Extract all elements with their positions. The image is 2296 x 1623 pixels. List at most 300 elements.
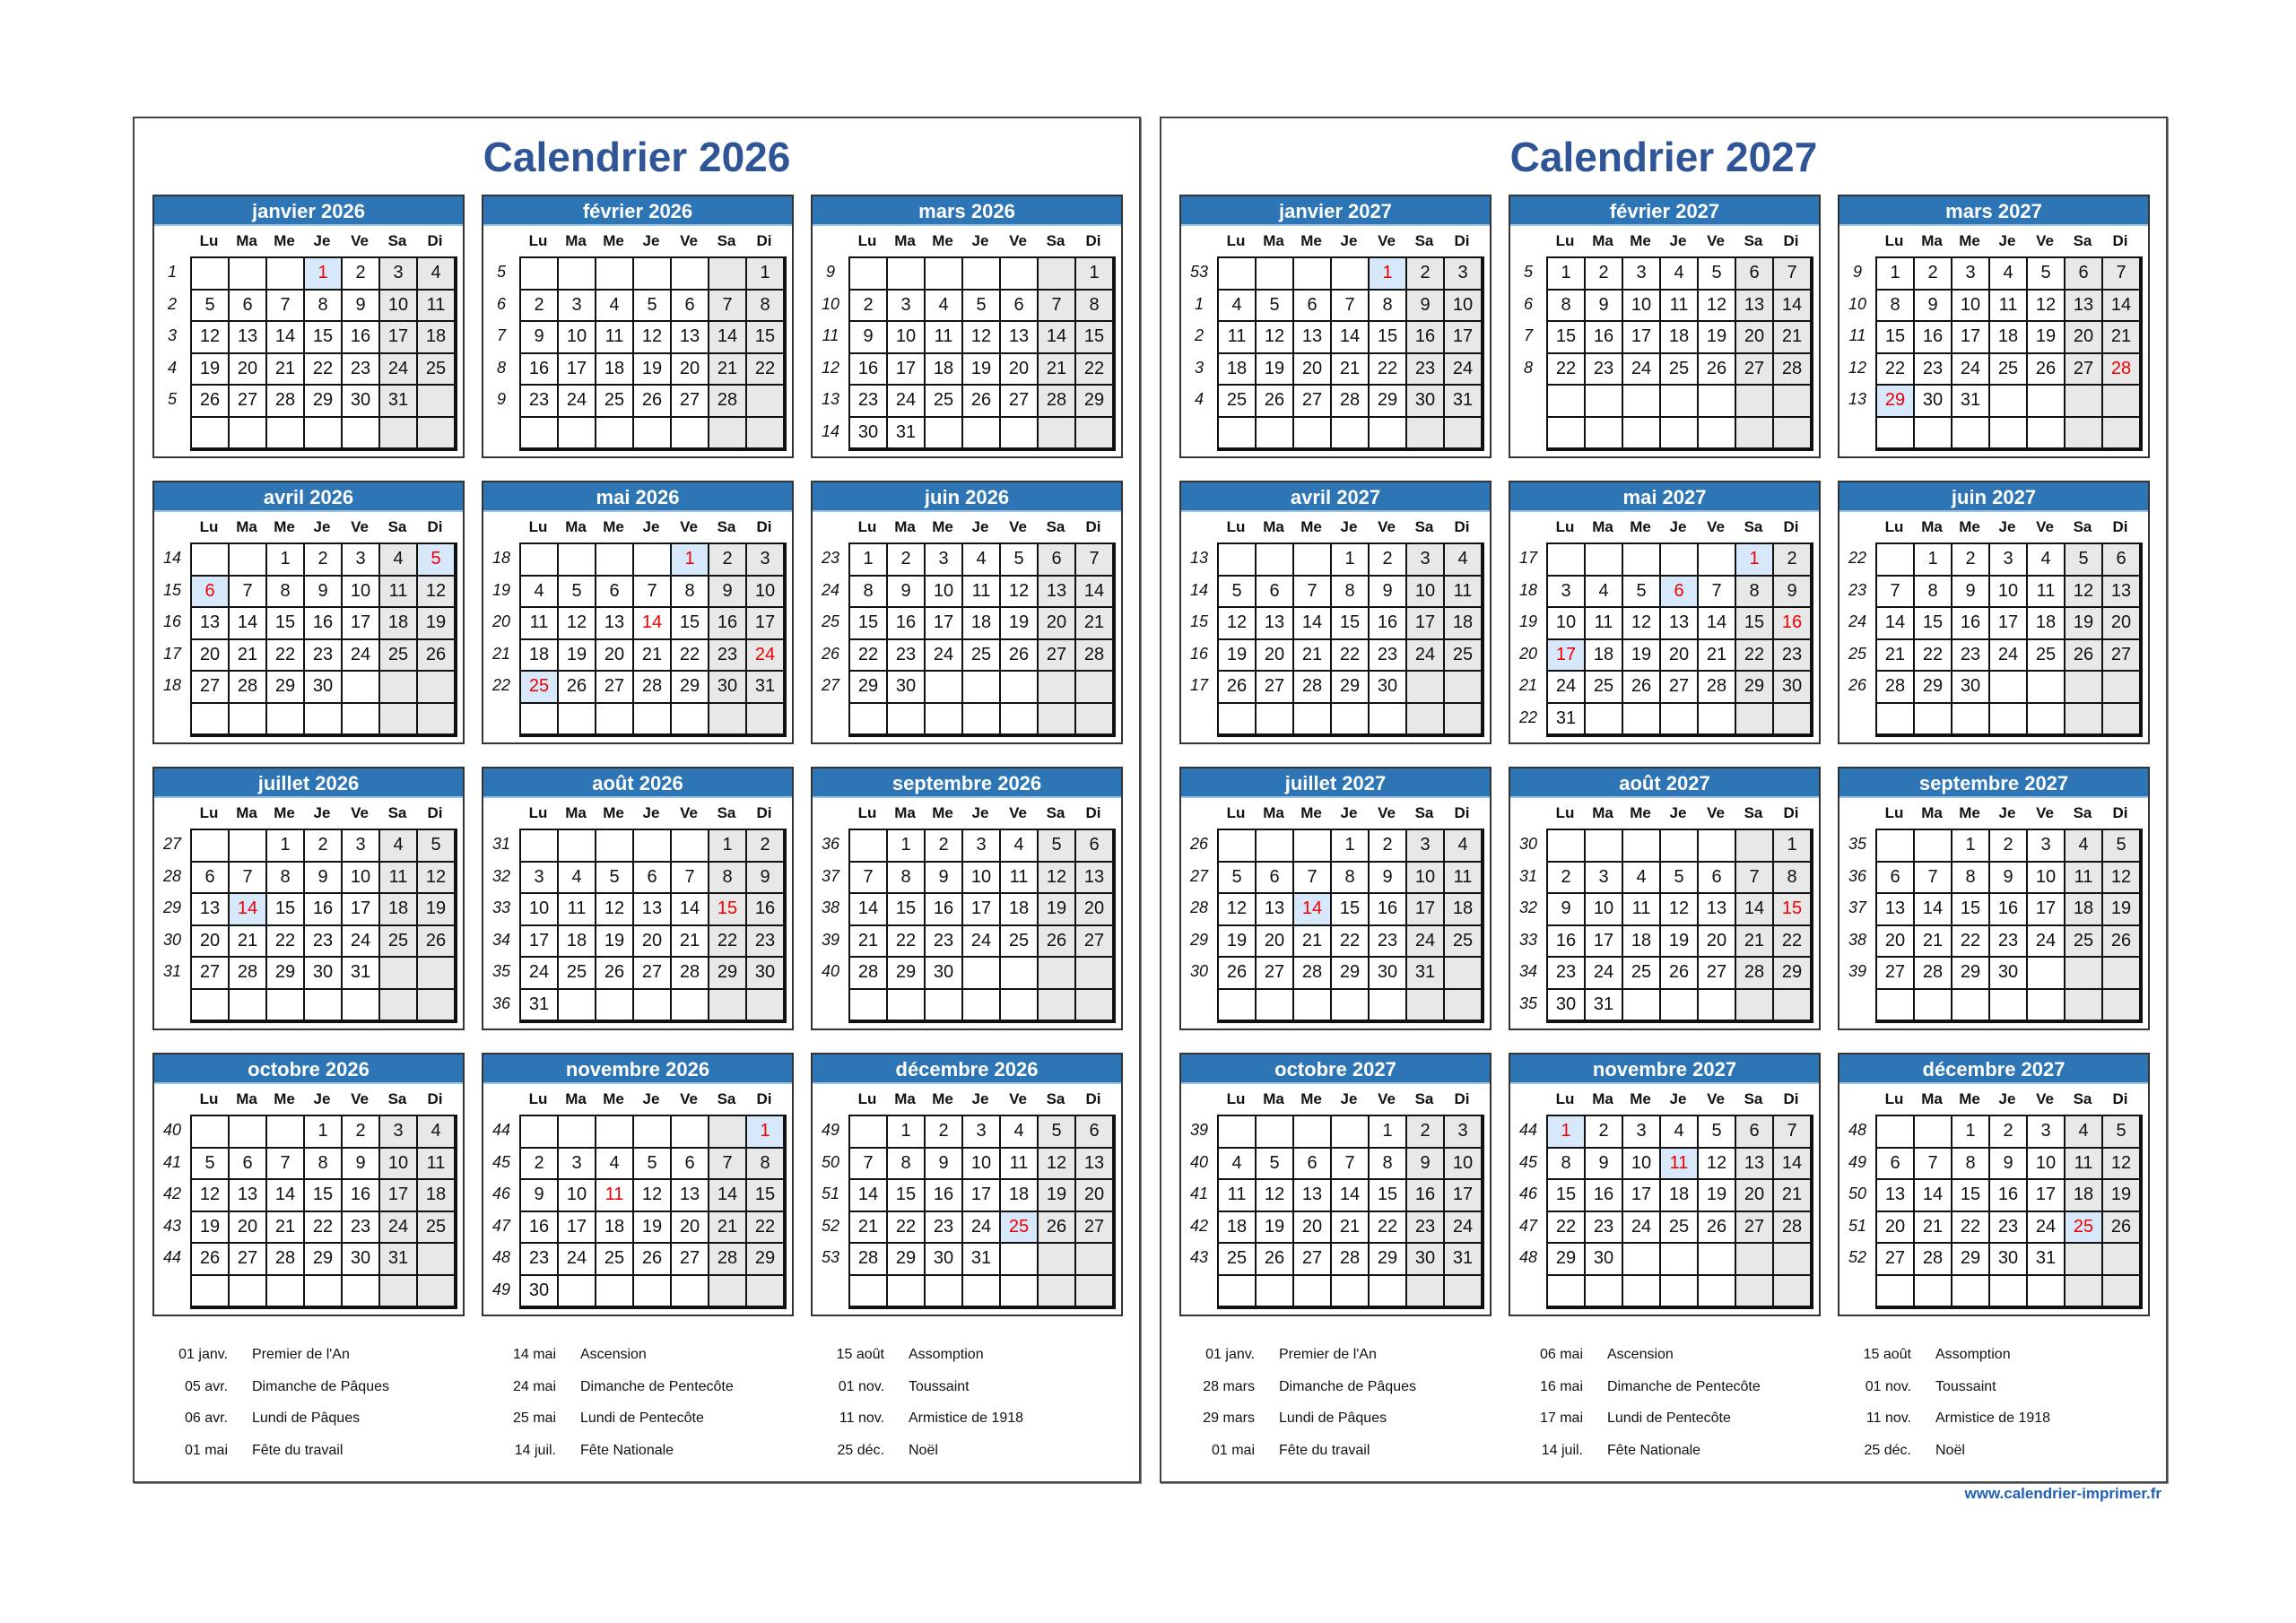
day-cell[interactable]: 26 — [1219, 672, 1257, 704]
day-cell[interactable]: 15 — [1915, 608, 1952, 640]
day-cell[interactable] — [1257, 704, 1294, 736]
day-cell[interactable]: 21 — [267, 1212, 305, 1245]
day-cell[interactable] — [521, 544, 559, 577]
day-cell[interactable]: 19 — [2103, 894, 2141, 926]
day-cell[interactable]: 12 — [192, 322, 230, 354]
day-cell[interactable]: 29 — [888, 958, 926, 990]
day-cell[interactable]: 21 — [1915, 926, 1952, 959]
day-cell[interactable] — [1001, 672, 1039, 704]
day-cell[interactable]: 6 — [230, 1149, 267, 1181]
day-cell[interactable]: 2 — [1407, 258, 1445, 291]
day-cell[interactable]: 6 — [1039, 544, 1076, 577]
day-cell[interactable]: 12 — [559, 608, 596, 640]
day-cell[interactable] — [1294, 704, 1332, 736]
day-cell[interactable]: 3 — [1990, 544, 2028, 577]
day-cell[interactable]: 13 — [1257, 894, 1294, 926]
day-cell[interactable]: 28 — [267, 1244, 305, 1276]
day-cell[interactable] — [1332, 1276, 1370, 1308]
day-cell[interactable]: 5 — [1699, 1116, 1736, 1149]
day-cell[interactable]: 24 — [2028, 1212, 2066, 1245]
day-cell[interactable] — [1445, 672, 1483, 704]
day-cell[interactable]: 8 — [1332, 577, 1370, 609]
day-cell[interactable]: 24 — [1445, 354, 1483, 386]
day-cell[interactable]: 26 — [418, 640, 456, 673]
day-cell[interactable]: 13 — [1877, 1180, 1915, 1212]
day-cell[interactable] — [1548, 830, 1586, 863]
day-cell[interactable]: 9 — [850, 322, 888, 354]
day-cell[interactable]: 17 — [963, 1180, 1001, 1212]
day-cell[interactable] — [1774, 990, 1812, 1022]
day-cell[interactable]: 24 — [1445, 1212, 1483, 1245]
day-cell[interactable] — [1076, 958, 1114, 990]
day-cell[interactable]: 22 — [1076, 354, 1114, 386]
day-cell[interactable]: 26 — [192, 386, 230, 418]
day-cell[interactable]: 11 — [1445, 863, 1483, 895]
day-cell[interactable]: 6 — [192, 577, 230, 609]
day-cell[interactable]: 28 — [634, 672, 672, 704]
day-cell[interactable] — [2103, 672, 2141, 704]
day-cell[interactable] — [1548, 544, 1586, 577]
day-cell[interactable]: 5 — [1039, 830, 1076, 863]
day-cell[interactable]: 27 — [1076, 926, 1114, 959]
day-cell[interactable]: 5 — [634, 291, 672, 323]
day-cell[interactable] — [1990, 672, 2028, 704]
day-cell[interactable]: 17 — [963, 894, 1001, 926]
day-cell[interactable]: 21 — [709, 1212, 747, 1245]
day-cell[interactable]: 12 — [1001, 577, 1039, 609]
day-cell[interactable] — [596, 830, 634, 863]
day-cell[interactable]: 13 — [1076, 863, 1114, 895]
day-cell[interactable]: 4 — [1445, 544, 1483, 577]
day-cell[interactable] — [1736, 990, 1774, 1022]
day-cell[interactable]: 9 — [1952, 577, 1990, 609]
day-cell[interactable]: 19 — [192, 1212, 230, 1245]
day-cell[interactable] — [1001, 958, 1039, 990]
day-cell[interactable]: 28 — [2103, 354, 2141, 386]
day-cell[interactable] — [1586, 544, 1623, 577]
day-cell[interactable]: 28 — [1774, 1212, 1812, 1245]
day-cell[interactable]: 20 — [1039, 608, 1076, 640]
day-cell[interactable]: 10 — [559, 322, 596, 354]
day-cell[interactable] — [888, 258, 926, 291]
day-cell[interactable]: 13 — [230, 1180, 267, 1212]
day-cell[interactable]: 29 — [709, 958, 747, 990]
day-cell[interactable]: 15 — [1076, 322, 1114, 354]
day-cell[interactable]: 17 — [380, 322, 418, 354]
day-cell[interactable]: 22 — [888, 1212, 926, 1245]
day-cell[interactable]: 19 — [1257, 354, 1294, 386]
day-cell[interactable]: 11 — [380, 863, 418, 895]
day-cell[interactable] — [2066, 704, 2103, 736]
day-cell[interactable]: 31 — [521, 990, 559, 1022]
day-cell[interactable]: 26 — [1699, 1212, 1736, 1245]
day-cell[interactable]: 20 — [192, 640, 230, 673]
day-cell[interactable]: 19 — [1699, 1180, 1736, 1212]
day-cell[interactable] — [634, 1276, 672, 1308]
day-cell[interactable]: 15 — [1332, 608, 1370, 640]
day-cell[interactable] — [559, 1116, 596, 1149]
day-cell[interactable]: 27 — [1736, 1212, 1774, 1245]
day-cell[interactable] — [1623, 1244, 1661, 1276]
day-cell[interactable]: 29 — [1332, 672, 1370, 704]
day-cell[interactable]: 13 — [596, 608, 634, 640]
day-cell[interactable]: 21 — [709, 354, 747, 386]
day-cell[interactable]: 31 — [2028, 1244, 2066, 1276]
day-cell[interactable] — [1294, 1276, 1332, 1308]
day-cell[interactable]: 28 — [1915, 1244, 1952, 1276]
day-cell[interactable]: 13 — [1661, 608, 1699, 640]
day-cell[interactable]: 2 — [1370, 544, 1407, 577]
day-cell[interactable]: 29 — [267, 672, 305, 704]
day-cell[interactable] — [1586, 386, 1623, 418]
day-cell[interactable]: 19 — [1219, 926, 1257, 959]
day-cell[interactable]: 1 — [1332, 830, 1370, 863]
day-cell[interactable] — [672, 418, 709, 450]
day-cell[interactable]: 6 — [1257, 863, 1294, 895]
day-cell[interactable]: 5 — [418, 544, 456, 577]
day-cell[interactable]: 13 — [1257, 608, 1294, 640]
day-cell[interactable]: 13 — [230, 322, 267, 354]
day-cell[interactable]: 12 — [1699, 1149, 1736, 1181]
day-cell[interactable]: 29 — [747, 1244, 785, 1276]
day-cell[interactable]: 23 — [747, 926, 785, 959]
day-cell[interactable]: 13 — [1294, 322, 1332, 354]
day-cell[interactable]: 5 — [963, 291, 1001, 323]
day-cell[interactable] — [2066, 990, 2103, 1022]
day-cell[interactable]: 7 — [1294, 577, 1332, 609]
day-cell[interactable] — [1407, 990, 1445, 1022]
day-cell[interactable] — [1661, 386, 1699, 418]
day-cell[interactable]: 15 — [888, 1180, 926, 1212]
day-cell[interactable] — [963, 704, 1001, 736]
day-cell[interactable] — [1736, 830, 1774, 863]
day-cell[interactable]: 7 — [1774, 1116, 1812, 1149]
day-cell[interactable] — [2103, 1276, 2141, 1308]
day-cell[interactable]: 21 — [1774, 1180, 1812, 1212]
day-cell[interactable]: 25 — [1219, 1244, 1257, 1276]
day-cell[interactable]: 19 — [192, 354, 230, 386]
day-cell[interactable] — [672, 830, 709, 863]
day-cell[interactable]: 19 — [634, 354, 672, 386]
day-cell[interactable] — [230, 544, 267, 577]
day-cell[interactable]: 11 — [418, 291, 456, 323]
day-cell[interactable]: 5 — [192, 1149, 230, 1181]
day-cell[interactable]: 5 — [418, 830, 456, 863]
day-cell[interactable]: 27 — [1877, 958, 1915, 990]
day-cell[interactable]: 3 — [559, 291, 596, 323]
day-cell[interactable]: 20 — [192, 926, 230, 959]
day-cell[interactable]: 23 — [888, 640, 926, 673]
day-cell[interactable]: 12 — [418, 863, 456, 895]
day-cell[interactable] — [1076, 1276, 1114, 1308]
day-cell[interactable]: 26 — [192, 1244, 230, 1276]
day-cell[interactable]: 22 — [305, 1212, 343, 1245]
day-cell[interactable] — [1990, 704, 2028, 736]
day-cell[interactable] — [1990, 990, 2028, 1022]
day-cell[interactable]: 8 — [1548, 1149, 1586, 1181]
day-cell[interactable] — [1039, 958, 1076, 990]
day-cell[interactable] — [1661, 418, 1699, 450]
day-cell[interactable]: 26 — [963, 386, 1001, 418]
day-cell[interactable]: 8 — [305, 291, 343, 323]
day-cell[interactable]: 6 — [192, 863, 230, 895]
day-cell[interactable] — [1219, 1276, 1257, 1308]
day-cell[interactable]: 8 — [267, 863, 305, 895]
day-cell[interactable] — [230, 1276, 267, 1308]
day-cell[interactable]: 17 — [343, 894, 380, 926]
day-cell[interactable]: 16 — [1407, 322, 1445, 354]
day-cell[interactable] — [1370, 1276, 1407, 1308]
day-cell[interactable] — [963, 958, 1001, 990]
day-cell[interactable]: 23 — [1407, 1212, 1445, 1245]
day-cell[interactable]: 30 — [926, 1244, 963, 1276]
day-cell[interactable]: 1 — [709, 830, 747, 863]
day-cell[interactable]: 3 — [1586, 863, 1623, 895]
day-cell[interactable]: 16 — [1915, 322, 1952, 354]
day-cell[interactable]: 27 — [1257, 958, 1294, 990]
day-cell[interactable] — [672, 1276, 709, 1308]
day-cell[interactable]: 15 — [305, 1180, 343, 1212]
day-cell[interactable] — [2028, 990, 2066, 1022]
day-cell[interactable]: 14 — [1332, 1180, 1370, 1212]
day-cell[interactable]: 23 — [1370, 640, 1407, 673]
day-cell[interactable]: 20 — [1294, 354, 1332, 386]
day-cell[interactable]: 28 — [230, 958, 267, 990]
day-cell[interactable]: 23 — [1407, 354, 1445, 386]
day-cell[interactable] — [1332, 704, 1370, 736]
day-cell[interactable]: 29 — [1370, 1244, 1407, 1276]
day-cell[interactable]: 4 — [1586, 577, 1623, 609]
day-cell[interactable]: 18 — [1623, 926, 1661, 959]
day-cell[interactable] — [1219, 258, 1257, 291]
day-cell[interactable]: 24 — [521, 958, 559, 990]
day-cell[interactable]: 8 — [709, 863, 747, 895]
day-cell[interactable]: 16 — [1586, 1180, 1623, 1212]
day-cell[interactable]: 9 — [305, 577, 343, 609]
day-cell[interactable]: 20 — [672, 1212, 709, 1245]
day-cell[interactable]: 2 — [1586, 1116, 1623, 1149]
day-cell[interactable] — [1039, 258, 1076, 291]
day-cell[interactable]: 12 — [1219, 608, 1257, 640]
day-cell[interactable]: 9 — [1548, 894, 1586, 926]
day-cell[interactable] — [1586, 704, 1623, 736]
day-cell[interactable]: 27 — [230, 386, 267, 418]
day-cell[interactable] — [1257, 418, 1294, 450]
day-cell[interactable]: 15 — [1548, 322, 1586, 354]
day-cell[interactable] — [418, 990, 456, 1022]
day-cell[interactable]: 24 — [747, 640, 785, 673]
day-cell[interactable]: 11 — [418, 1149, 456, 1181]
day-cell[interactable] — [2028, 1276, 2066, 1308]
day-cell[interactable]: 26 — [2103, 926, 2141, 959]
day-cell[interactable]: 2 — [709, 544, 747, 577]
day-cell[interactable] — [1952, 418, 1990, 450]
day-cell[interactable]: 4 — [1661, 258, 1699, 291]
day-cell[interactable]: 7 — [230, 577, 267, 609]
day-cell[interactable]: 10 — [1445, 1149, 1483, 1181]
day-cell[interactable]: 17 — [1952, 322, 1990, 354]
day-cell[interactable] — [305, 418, 343, 450]
day-cell[interactable]: 20 — [596, 640, 634, 673]
day-cell[interactable] — [1661, 1244, 1699, 1276]
day-cell[interactable] — [380, 672, 418, 704]
day-cell[interactable]: 12 — [1623, 608, 1661, 640]
day-cell[interactable] — [1257, 990, 1294, 1022]
day-cell[interactable] — [1445, 1276, 1483, 1308]
day-cell[interactable]: 13 — [1736, 1149, 1774, 1181]
day-cell[interactable]: 22 — [1548, 354, 1586, 386]
day-cell[interactable]: 9 — [1915, 291, 1952, 323]
day-cell[interactable] — [2028, 704, 2066, 736]
day-cell[interactable]: 4 — [2028, 544, 2066, 577]
day-cell[interactable] — [709, 418, 747, 450]
day-cell[interactable]: 15 — [1952, 1180, 1990, 1212]
day-cell[interactable] — [1445, 958, 1483, 990]
day-cell[interactable]: 18 — [559, 926, 596, 959]
day-cell[interactable]: 9 — [1990, 863, 2028, 895]
day-cell[interactable]: 11 — [926, 322, 963, 354]
day-cell[interactable] — [230, 704, 267, 736]
day-cell[interactable]: 23 — [343, 1212, 380, 1245]
day-cell[interactable] — [1294, 258, 1332, 291]
day-cell[interactable]: 7 — [230, 863, 267, 895]
day-cell[interactable]: 9 — [521, 1180, 559, 1212]
day-cell[interactable]: 4 — [2066, 1116, 2103, 1149]
day-cell[interactable]: 27 — [1294, 1244, 1332, 1276]
day-cell[interactable] — [596, 1276, 634, 1308]
day-cell[interactable] — [305, 1276, 343, 1308]
day-cell[interactable]: 7 — [672, 863, 709, 895]
day-cell[interactable]: 11 — [1661, 1149, 1699, 1181]
day-cell[interactable] — [747, 704, 785, 736]
day-cell[interactable]: 22 — [672, 640, 709, 673]
day-cell[interactable]: 30 — [850, 418, 888, 450]
day-cell[interactable]: 3 — [747, 544, 785, 577]
day-cell[interactable]: 29 — [267, 958, 305, 990]
day-cell[interactable]: 1 — [1548, 258, 1586, 291]
day-cell[interactable] — [2066, 958, 2103, 990]
day-cell[interactable] — [2103, 1244, 2141, 1276]
day-cell[interactable]: 10 — [521, 894, 559, 926]
day-cell[interactable]: 2 — [305, 830, 343, 863]
day-cell[interactable]: 24 — [343, 640, 380, 673]
day-cell[interactable]: 28 — [1699, 672, 1736, 704]
day-cell[interactable]: 22 — [1952, 1212, 1990, 1245]
website-link[interactable]: www.calendrier-imprimer.fr — [1964, 1485, 2161, 1502]
day-cell[interactable]: 1 — [1915, 544, 1952, 577]
day-cell[interactable]: 4 — [1001, 830, 1039, 863]
day-cell[interactable]: 6 — [1877, 863, 1915, 895]
day-cell[interactable]: 25 — [1990, 354, 2028, 386]
day-cell[interactable]: 11 — [596, 322, 634, 354]
day-cell[interactable]: 16 — [305, 608, 343, 640]
day-cell[interactable] — [596, 418, 634, 450]
day-cell[interactable]: 1 — [305, 258, 343, 291]
day-cell[interactable] — [418, 704, 456, 736]
day-cell[interactable] — [1407, 418, 1445, 450]
day-cell[interactable] — [963, 1276, 1001, 1308]
day-cell[interactable]: 11 — [1001, 1149, 1039, 1181]
day-cell[interactable] — [305, 704, 343, 736]
day-cell[interactable]: 8 — [1952, 863, 1990, 895]
day-cell[interactable]: 9 — [343, 1149, 380, 1181]
day-cell[interactable] — [926, 672, 963, 704]
day-cell[interactable]: 16 — [1990, 1180, 2028, 1212]
day-cell[interactable] — [1548, 1276, 1586, 1308]
day-cell[interactable]: 6 — [1736, 1116, 1774, 1149]
day-cell[interactable]: 19 — [1219, 640, 1257, 673]
day-cell[interactable]: 1 — [1332, 544, 1370, 577]
day-cell[interactable] — [343, 1276, 380, 1308]
day-cell[interactable]: 26 — [418, 926, 456, 959]
day-cell[interactable]: 18 — [1661, 322, 1699, 354]
day-cell[interactable] — [2103, 704, 2141, 736]
day-cell[interactable] — [1623, 1276, 1661, 1308]
day-cell[interactable]: 14 — [1332, 322, 1370, 354]
day-cell[interactable]: 14 — [1294, 608, 1332, 640]
day-cell[interactable]: 17 — [559, 1212, 596, 1245]
day-cell[interactable]: 29 — [1774, 958, 1812, 990]
day-cell[interactable]: 26 — [1039, 926, 1076, 959]
day-cell[interactable] — [418, 418, 456, 450]
day-cell[interactable] — [963, 258, 1001, 291]
day-cell[interactable]: 10 — [380, 291, 418, 323]
day-cell[interactable] — [1877, 704, 1915, 736]
day-cell[interactable]: 24 — [1623, 1212, 1661, 1245]
day-cell[interactable]: 31 — [1548, 704, 1586, 736]
day-cell[interactable]: 27 — [1257, 672, 1294, 704]
day-cell[interactable]: 22 — [1332, 640, 1370, 673]
day-cell[interactable]: 21 — [230, 640, 267, 673]
day-cell[interactable] — [418, 672, 456, 704]
day-cell[interactable]: 10 — [1623, 1149, 1661, 1181]
day-cell[interactable]: 16 — [747, 894, 785, 926]
day-cell[interactable]: 29 — [1952, 958, 1990, 990]
day-cell[interactable]: 18 — [1445, 608, 1483, 640]
day-cell[interactable]: 21 — [1039, 354, 1076, 386]
day-cell[interactable]: 17 — [1407, 608, 1445, 640]
day-cell[interactable]: 7 — [1332, 1149, 1370, 1181]
day-cell[interactable]: 12 — [418, 577, 456, 609]
day-cell[interactable] — [1661, 704, 1699, 736]
day-cell[interactable]: 10 — [2028, 863, 2066, 895]
day-cell[interactable]: 22 — [1915, 640, 1952, 673]
day-cell[interactable]: 14 — [267, 1180, 305, 1212]
day-cell[interactable]: 3 — [2028, 830, 2066, 863]
day-cell[interactable]: 27 — [596, 672, 634, 704]
day-cell[interactable] — [1076, 418, 1114, 450]
day-cell[interactable]: 21 — [1877, 640, 1915, 673]
day-cell[interactable]: 23 — [1915, 354, 1952, 386]
day-cell[interactable]: 21 — [850, 1212, 888, 1245]
day-cell[interactable]: 17 — [2028, 894, 2066, 926]
day-cell[interactable] — [709, 258, 747, 291]
day-cell[interactable]: 3 — [1407, 830, 1445, 863]
day-cell[interactable] — [1661, 544, 1699, 577]
day-cell[interactable]: 20 — [672, 354, 709, 386]
day-cell[interactable]: 24 — [1952, 354, 1990, 386]
day-cell[interactable]: 10 — [1990, 577, 2028, 609]
day-cell[interactable]: 7 — [1332, 291, 1370, 323]
day-cell[interactable] — [888, 990, 926, 1022]
day-cell[interactable]: 1 — [1877, 258, 1915, 291]
day-cell[interactable]: 21 — [267, 354, 305, 386]
day-cell[interactable] — [192, 990, 230, 1022]
day-cell[interactable] — [1699, 990, 1736, 1022]
day-cell[interactable]: 6 — [1736, 258, 1774, 291]
day-cell[interactable]: 24 — [559, 386, 596, 418]
day-cell[interactable]: 24 — [380, 354, 418, 386]
